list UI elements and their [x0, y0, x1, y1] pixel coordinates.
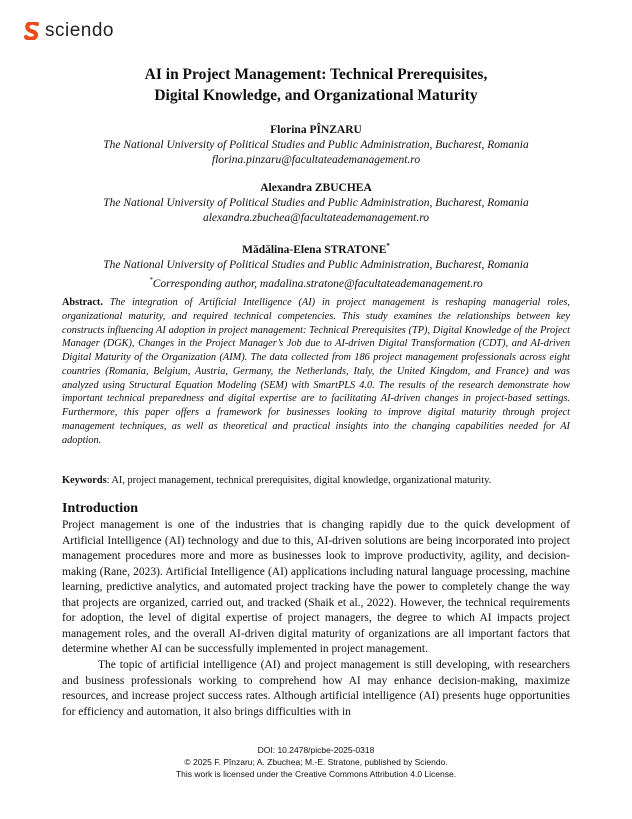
author-affiliation: The National University of Political Studies and Public Administration, Bucharest, Romania [103, 258, 529, 271]
author-affiliation: The National University of Political Studies and Public Administration, Bucharest, Romania [103, 139, 529, 151]
copyright: © 2025 F. Pînzaru; A. Zbuchea; M.-E. Stratone, published by Sciendo. [184, 757, 448, 767]
corresponding-marker: * [386, 242, 390, 250]
author-name: Florina PÎNZARU [270, 124, 362, 136]
keywords-text: : AI, project management, technical prerequisites, digital knowledge, organizational maturity. [106, 475, 492, 486]
author-email: alexandra.zbuchea@facultateademanagement.ro [202, 212, 430, 224]
sciendo-logo-icon [24, 22, 40, 40]
section-heading-introduction: Introduction [62, 501, 138, 516]
author-1 [0, 123, 632, 168]
abstract [62, 296, 570, 447]
author-name-row [0, 239, 632, 258]
abstract-text: The integration of Artificial Intelligence (AI) in project management is reshaping managerial roles, organizational maturity, and required technical competencies. This study examines the relationships between key constructs influencing AI adoption in project management: Technical Prerequisites (TP), Digital Knowledge of the Project Manager (DGK), Changes in the Project Manager’s Job due to AI-driven Digital Transformation (CDT), and AI-driven Digital Maturity of the Organization (AIM). The data collected from 186 project management professionals across eight countries (Romania, Belgium, Austria, Germany, the Netherlands, Italy, the United Kingdom, and France) and was analyzed using Structural Equation Modeling (SEM) with SmartPLS 4.0. The results of the research demonstrate how important technical preparedness and digital expertise are to facilitating AI-driven changes in project-based settings. Furthermore, this paper offers a framework for businesses looking to improve digital maturity through project management techniques, as well as theoretical and practical insights into the changing capabilities needed for AI adoption. [62, 297, 570, 446]
keywords [62, 474, 570, 488]
author-3 [0, 239, 632, 292]
abstract-label: Abstract. [62, 297, 103, 308]
author-email-row [0, 273, 632, 292]
paper-title [0, 64, 632, 106]
corresponding-marker: * [149, 275, 153, 284]
intro-paragraph-1: Project management is one of the industries that is changing rapidly due to the quick development of Artificial Intelligence (AI) technology and due to this, AI-driven solutions are being incorporated into project management procedures more and more as businesses look to improve productivity, agility, and decision-making (Rane, 2023). Artificial Intelligence (AI) applications including natural language processing, machine learning, predictive analytics, and automated project tracking have the power to completely change the way that projects are organized, carried out, and tracked (Shaik et al., 2022). However, the technical requirements for adoption, the level of digital expertise of project managers, the degree to which AI impacts project management roles, and the overall AI-driven digital maturity of organizations are all important factors that determine whether AI can be successfully implemented in project management. [62, 519, 570, 656]
publisher-logo [24, 20, 114, 42]
author-email: Corresponding author, madalina.stratone@facultateademanagement.ro [152, 277, 483, 290]
keywords-label: Keywords [62, 475, 107, 486]
author-2 [0, 181, 632, 226]
title-line-2: Digital Knowledge, and Organizational Maturity [154, 87, 478, 104]
title-line-1: AI in Project Management: Technical Prerequisites, [144, 66, 488, 83]
author-name: Alexandra ZBUCHEA [260, 182, 372, 194]
author-name: Mădălina-Elena STRATONE [242, 243, 387, 256]
author-affiliation: The National University of Political Studies and Public Administration, Bucharest, Romania [103, 197, 529, 209]
license: This work is licensed under the Creative Commons Attribution 4.0 License. [175, 769, 457, 779]
intro-paragraph-2: The topic of artificial intelligence (AI) and project management is still developing, with researchers and business professionals working to comprehend how AI may enhance decision-making, maximize resources, and increase project success rates. Although artificial intelligence (AI) presents huge opportunities for efficiency and automation, it also brings difficulties with in [62, 659, 570, 718]
publisher-name: sciendo [45, 20, 114, 41]
page-footer [0, 744, 632, 780]
doi: DOI: 10.2478/picbe-2025-0318 [257, 745, 375, 755]
author-email: florina.pinzaru@facultateademanagement.ro [211, 154, 421, 166]
